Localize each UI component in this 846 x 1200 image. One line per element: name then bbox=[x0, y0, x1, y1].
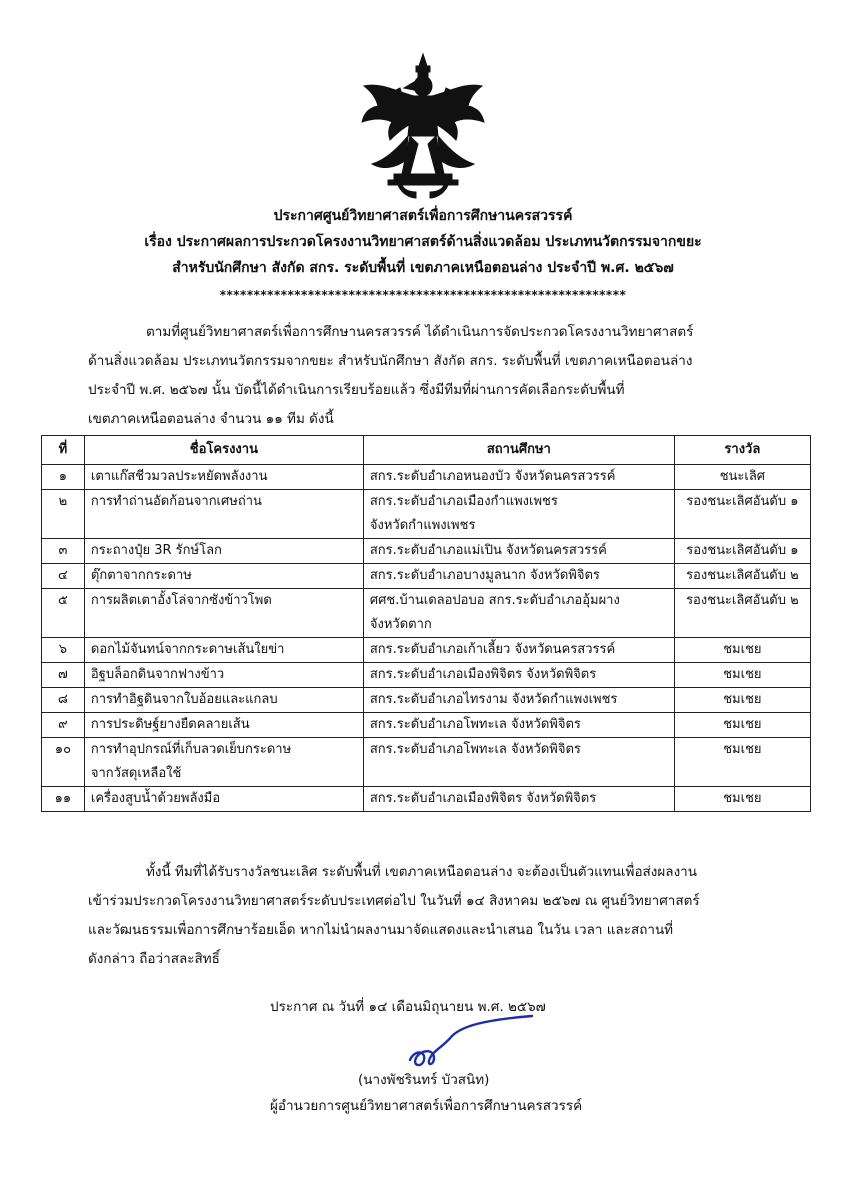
table-row bbox=[42, 589, 811, 638]
project-name: อิฐบล็อกดินจากฟางข้าว bbox=[84, 663, 363, 688]
award: ชมเชย bbox=[674, 688, 810, 713]
column-header-no: ที่ bbox=[42, 436, 85, 465]
table-row bbox=[42, 564, 811, 589]
table-row bbox=[42, 638, 811, 663]
school-name: สกร.ระดับอำเภอเมืองพิจิตร จังหวัดพิจิตร bbox=[363, 663, 674, 688]
garuda-emblem-icon bbox=[358, 52, 488, 202]
school-name: สกร.ระดับอำเภอเก้าเลี้ยว จังหวัดนครสวรรค์ bbox=[363, 638, 674, 663]
intro-line: เขตภาคเหนือตอนล่าง จำนวน ๑๑ ทีม ดังนี้ bbox=[88, 411, 334, 427]
row-number: ๗ bbox=[42, 663, 85, 688]
school-name bbox=[363, 490, 674, 539]
handwritten-signature-icon bbox=[400, 1012, 540, 1074]
column-header-project: ชื่อโครงงาน bbox=[84, 436, 363, 465]
table-row bbox=[42, 663, 811, 688]
row-number: ๑๑ bbox=[42, 787, 85, 812]
school-name-line: จังหวัดกำแพงเพชร bbox=[369, 518, 476, 533]
announcement-scope: สำหรับนักศึกษา สังกัด สกร. ระดับพื้นที่ เขตภาคเหนือตอนล่าง ประจำปี พ.ศ. ๒๕๖๗ bbox=[172, 260, 674, 276]
school-name: สกร.ระดับอำเภอเมืองพิจิตร จังหวัดพิจิตร bbox=[363, 787, 674, 812]
row-number: ๒ bbox=[42, 490, 85, 539]
row-number: ๕ bbox=[42, 589, 85, 638]
school-name: สกร.ระดับอำเภอบางมูลนาก จังหวัดพิจิตร bbox=[363, 564, 674, 589]
row-number: ๙ bbox=[42, 713, 85, 738]
intro-line: ด้านสิ่งแวดล้อม ประเภทนวัตกรรมจากขยะ สำหรับนักศึกษา สังกัด สกร. ระดับพื้นที่ เขตภาคเหนือตอนล่าง bbox=[88, 353, 693, 369]
closing-line: เข้าร่วมประกวดโครงงานวิทยาศาสตร์ระดับประเทศต่อไป ในวันที่ ๑๔ สิงหาคม ๒๕๖๗ ณ ศูนย์วิทยาศาสตร์ bbox=[88, 893, 700, 909]
project-name: การประดิษฐ์ยางยืดคลายเส้น bbox=[84, 713, 363, 738]
school-name-line: ศศช.บ้านเดลอปอบอ สกร.ระดับอำเภออุ้มผาง bbox=[369, 593, 620, 608]
project-name: การทำถ่านอัดก้อนจากเศษถ่าน bbox=[84, 490, 363, 539]
results-table bbox=[41, 435, 811, 812]
school-name: สกร.ระดับอำเภอหนองบัว จังหวัดนครสวรรค์ bbox=[363, 465, 674, 490]
table-header-row bbox=[42, 436, 811, 465]
school-name-line: สกร.ระดับอำเภอเมืองกำแพงเพชร bbox=[369, 494, 558, 509]
table-row bbox=[42, 738, 811, 787]
intro-paragraph bbox=[88, 318, 788, 434]
closing-paragraph bbox=[88, 858, 788, 974]
row-number: ๓ bbox=[42, 539, 85, 564]
project-name: การทำอิฐดินจากใบอ้อยและแกลบ bbox=[84, 688, 363, 713]
signatory-position: ผู้อำนวยการศูนย์วิทยาศาสตร์เพื่อการศึกษานครสวรรค์ bbox=[270, 1098, 583, 1114]
school-name: สกร.ระดับอำเภอแม่เปิน จังหวัดนครสวรรค์ bbox=[363, 539, 674, 564]
column-header-award: รางวัล bbox=[674, 436, 810, 465]
column-header-school: สถานศึกษา bbox=[363, 436, 674, 465]
table-row bbox=[42, 787, 811, 812]
award: ชมเชย bbox=[674, 638, 810, 663]
school-name bbox=[363, 589, 674, 638]
closing-line: และวัฒนธรรมเพื่อการศึกษาร้อยเอ็ด หากไม่นำผลงานมาจัดแสดงและนำเสนอ ในวัน เวลา และสถานที่ bbox=[88, 922, 674, 938]
project-name: ดอกไม้จันทน์จากกระดาษเส้นใยข่า bbox=[84, 638, 363, 663]
project-name: เครื่องสูบน้ำด้วยพลังมือ bbox=[84, 787, 363, 812]
row-number: ๑ bbox=[42, 465, 85, 490]
award: รองชนะเลิศอันดับ ๒ bbox=[674, 564, 810, 589]
closing-line: ทั้งนี้ ทีมที่ได้รับรางวัลชนะเลิศ ระดับพื้นที่ เขตภาคเหนือตอนล่าง จะต้องเป็นตัวแทนเพื่อส่งผลงาน bbox=[146, 864, 697, 880]
separator-line: ************************************************************ bbox=[219, 288, 627, 302]
row-number: ๘ bbox=[42, 688, 85, 713]
closing-line: ดังกล่าว ถือว่าสละสิทธิ์ bbox=[88, 951, 220, 967]
award: รองชนะเลิศอันดับ ๒ bbox=[674, 589, 810, 638]
table-row bbox=[42, 539, 811, 564]
school-name: สกร.ระดับอำเภอโพทะเล จังหวัดพิจิตร bbox=[363, 713, 674, 738]
award: รองชนะเลิศอันดับ ๑ bbox=[674, 490, 810, 539]
intro-line: ตามที่ศูนย์วิทยาศาสตร์เพื่อการศึกษานครสวรรค์ ได้ดำเนินการจัดประกวดโครงงานวิทยาศาสตร์ bbox=[146, 324, 694, 340]
award: ชมเชย bbox=[674, 663, 810, 688]
row-number: ๑๐ bbox=[42, 738, 85, 787]
school-name-line: จังหวัดตาก bbox=[369, 617, 432, 632]
award: ชมเชย bbox=[674, 738, 810, 787]
row-number: ๔ bbox=[42, 564, 85, 589]
announcement-title: ประกาศศูนย์วิทยาศาสตร์เพื่อการศึกษานครสวรรค์ bbox=[273, 208, 573, 224]
announcement-subject: เรื่อง ประกาศผลการประกวดโครงงานวิทยาศาสตร์ด้านสิ่งแวดล้อม ประเภทนวัตกรรมจากขยะ bbox=[144, 234, 702, 250]
table-row bbox=[42, 713, 811, 738]
table-row bbox=[42, 465, 811, 490]
table-row bbox=[42, 688, 811, 713]
award: ชมเชย bbox=[674, 713, 810, 738]
project-name bbox=[84, 738, 363, 787]
project-name-line: จากวัสดุเหลือใช้ bbox=[90, 766, 182, 781]
project-name: เตาแก๊สชีวมวลประหยัดพลังงาน bbox=[84, 465, 363, 490]
school-name: สกร.ระดับอำเภอโพทะเล จังหวัดพิจิตร bbox=[363, 738, 674, 787]
project-name: ตุ๊กตาจากกระดาษ bbox=[84, 564, 363, 589]
award: รองชนะเลิศอันดับ ๑ bbox=[674, 539, 810, 564]
announcement-date: ประกาศ ณ วันที่ ๑๔ เดือนมิถุนายน พ.ศ. ๒๕๖๗ bbox=[270, 999, 546, 1015]
table-row bbox=[42, 490, 811, 539]
row-number: ๖ bbox=[42, 638, 85, 663]
award: ชมเชย bbox=[674, 787, 810, 812]
school-name: สกร.ระดับอำเภอไทรงาม จังหวัดกำแพงเพชร bbox=[363, 688, 674, 713]
project-name: กระถางปุ๋ย 3R รักษ์โลก bbox=[84, 539, 363, 564]
award: ชนะเลิศ bbox=[674, 465, 810, 490]
intro-line: ประจำปี พ.ศ. ๒๕๖๗ นั้น บัดนี้ได้ดำเนินการเรียบร้อยแล้ว ซึ่งมีทีมที่ผ่านการคัดเลือกระดับพื้นที่ bbox=[88, 382, 625, 398]
project-name: การผลิตเตาอั้งโล่จากซังข้าวโพด bbox=[84, 589, 363, 638]
project-name-line: การทำอุปกรณ์ที่เก็บลวดเย็บกระดาษ bbox=[90, 742, 292, 757]
signatory-name: (นางพัชรินทร์ บัวสนิท) bbox=[358, 1072, 490, 1088]
